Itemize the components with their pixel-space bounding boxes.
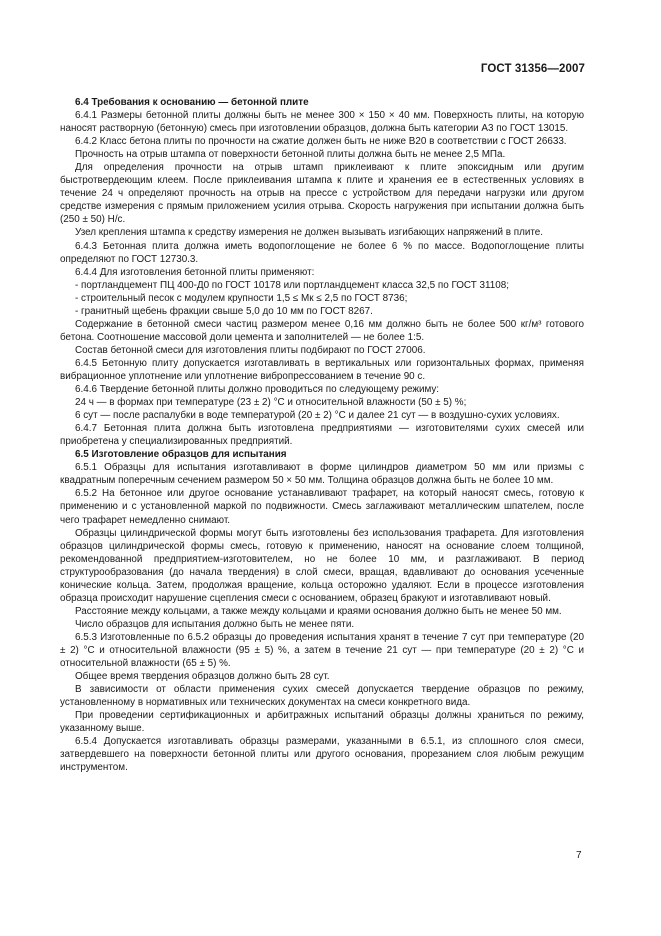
page-number: 7 <box>576 850 582 861</box>
paragraph: 6.5.4 Допускается изготавливать образцы размерами, указанными в 6.5.1, из сплошного слоя смеси, затвердевшего на поверхности бетонной плиты или другого основания, прорезанием слоя любым режущим инструментом. <box>60 736 584 774</box>
paragraph: 6.4.2 Класс бетона плиты по прочности на сжатие должен быть не ниже В20 в соответствии с ГОСТ 26633. <box>75 136 567 148</box>
paragraph: 6.5.2 На бетонное или другое основание устанавливают трафарет, на который наносят смесь, готовую к применению и с установленной маркой по подвижности. Смесь заглаживают металлическим шпателем, после чего трафарет немедленно снимают. <box>60 488 584 526</box>
standard-header: ГОСТ 31356—2007 <box>480 63 585 75</box>
section-heading-6-4: 6.4 Требования к основанию — бетонной плите <box>75 97 309 108</box>
paragraph: Для определения прочности на отрыв штамп приклеивают к плите эпоксидным или другим быстротвердеющим клеем. После приклеивания штампа к плите и хранения ее в естественных условиях в течение 24 ч определяют прочность на отрыв на прессе с устройством для передачи нагрузки или другом средстве измерения с прямым приложением усилия отрыва. Скорость нагружения при испытании должна быть (250 ± 50) Н/с. <box>60 162 584 226</box>
paragraph: 6.4.5 Бетонную плиту допускается изготавливать в вертикальных или горизонтальных формах, применяя вибрационное уплотнение или уплотнение вибропрессованием в течение 90 с. <box>60 357 584 382</box>
paragraph: 6 сут — после распалубки в воде температурой (20 ± 2) °С и далее 21 сут — в воздушно-сухих условиях. <box>75 410 560 422</box>
paragraph: Узел крепления штампа к средству измерения не должен вызывать изгибающих напряжений в плите. <box>75 227 544 239</box>
list-item: - портландцемент ПЦ 400-Д0 по ГОСТ 10178 или портландцемент класса 32,5 по ГОСТ 31108; <box>60 279 584 292</box>
paragraph: Содержание в бетонной смеси частиц размером менее 0,16 мм должно быть не более 500 кг/м³ готового бетона. Соотношение массовой доли цемента и заполнителей — не более 1:5. <box>60 318 584 343</box>
paragraph: Прочность на отрыв штампа от поверхности бетонной плиты должна быть не менее 2,5 МПа. <box>75 149 506 161</box>
paragraph: При проведении сертификационных и арбитражных испытаний образцы должны храниться по режиму, указанному выше. <box>60 710 584 735</box>
list-item: - гранитный щебень фракции свыше 5,0 до 10 мм по ГОСТ 8267. <box>60 305 584 318</box>
paragraph: В зависимости от области применения сухих смесей допускается твердение образцов по режиму, установленному в нормативных или технических документах на смеси конкретного вида. <box>60 684 584 709</box>
section-heading-6-5: 6.5 Изготовление образцов для испытания <box>75 449 287 461</box>
paragraph: 6.4.7 Бетонная плита должна быть изготовлена предприятиями — изготовителями сухих смесей или приобретена у специализированных предприятий. <box>60 423 584 448</box>
paragraph: 6.4.1 Размеры бетонной плиты должны быть не менее 300 × 150 × 40 мм. Поверхность плиты, на которую наносят растворную (бетонную) смесь при изготовлении образцов, должна быть категории А3 по ГОСТ 13015. <box>60 110 584 135</box>
document-body <box>60 96 584 774</box>
list-item: - строительный песок с модулем крупности 1,5 ≤ Mк ≤ 2,5 по ГОСТ 8736; <box>60 292 584 305</box>
paragraph: 6.4.6 Твердение бетонной плиты должно проводиться по следующему режиму: <box>75 384 440 396</box>
paragraph: 24 ч — в формах при температуре (23 ± 2) °С и относительной влажности (50 ± 5) %; <box>75 397 467 409</box>
paragraph: Число образцов для испытания должно быть не менее пяти. <box>75 618 355 630</box>
paragraph: Образцы цилиндрической формы могут быть изготовлены без использования трафарета. Для изготовления образцов цилиндрической формы смесь, готовую к применению, наносят на основание слоем толщиной, рекомендованной предприятием-изготовителем, но не более 10 мм, и разглаживают. В период структурообразования (до начала твердения) в слой смеси, вращая, вдавливают до основания усеченные конические кольца. Затем, продолжая вращение, кольца осторожно удаляют. Если в процессе изготовления образца происходит нарушение сцепления смеси с основанием, образец бракуют и изготавливают новый. <box>60 527 584 604</box>
paragraph: 6.5.3 Изготовленные по 6.5.2 образцы до проведения испытания хранят в течение 7 сут при температуре (20 ± 2) °С и относительной влажности (95 ± 5) %, а затем в течение 21 сут — при температуре (20 ± 2) °С и относительной влажности (65 ± 5) %. <box>60 631 584 670</box>
paragraph: Состав бетонной смеси для изготовления плиты подбирают по ГОСТ 27006. <box>75 344 426 356</box>
paragraph: 6.5.1 Образцы для испытания изготавливают в форме цилиндров диаметром 50 мм или призмы с квадратным поперечным сечением размером 50 × 50 мм. Толщина образцов должна быть не более 10 мм. <box>60 462 584 487</box>
paragraph: 6.4.4 Для изготовления бетонной плиты применяют: <box>75 266 315 278</box>
paragraph: Расстояние между кольцами, а также между кольцами и краями основания должно быть не менее 50 мм. <box>75 605 562 617</box>
paragraph: 6.4.3 Бетонная плита должна иметь водопоглощение не более 6 % по массе. Водопоглощение плиты определяют по ГОСТ 12730.3. <box>60 240 584 265</box>
paragraph: Общее время твердения образцов должно быть 28 сут. <box>75 671 330 683</box>
